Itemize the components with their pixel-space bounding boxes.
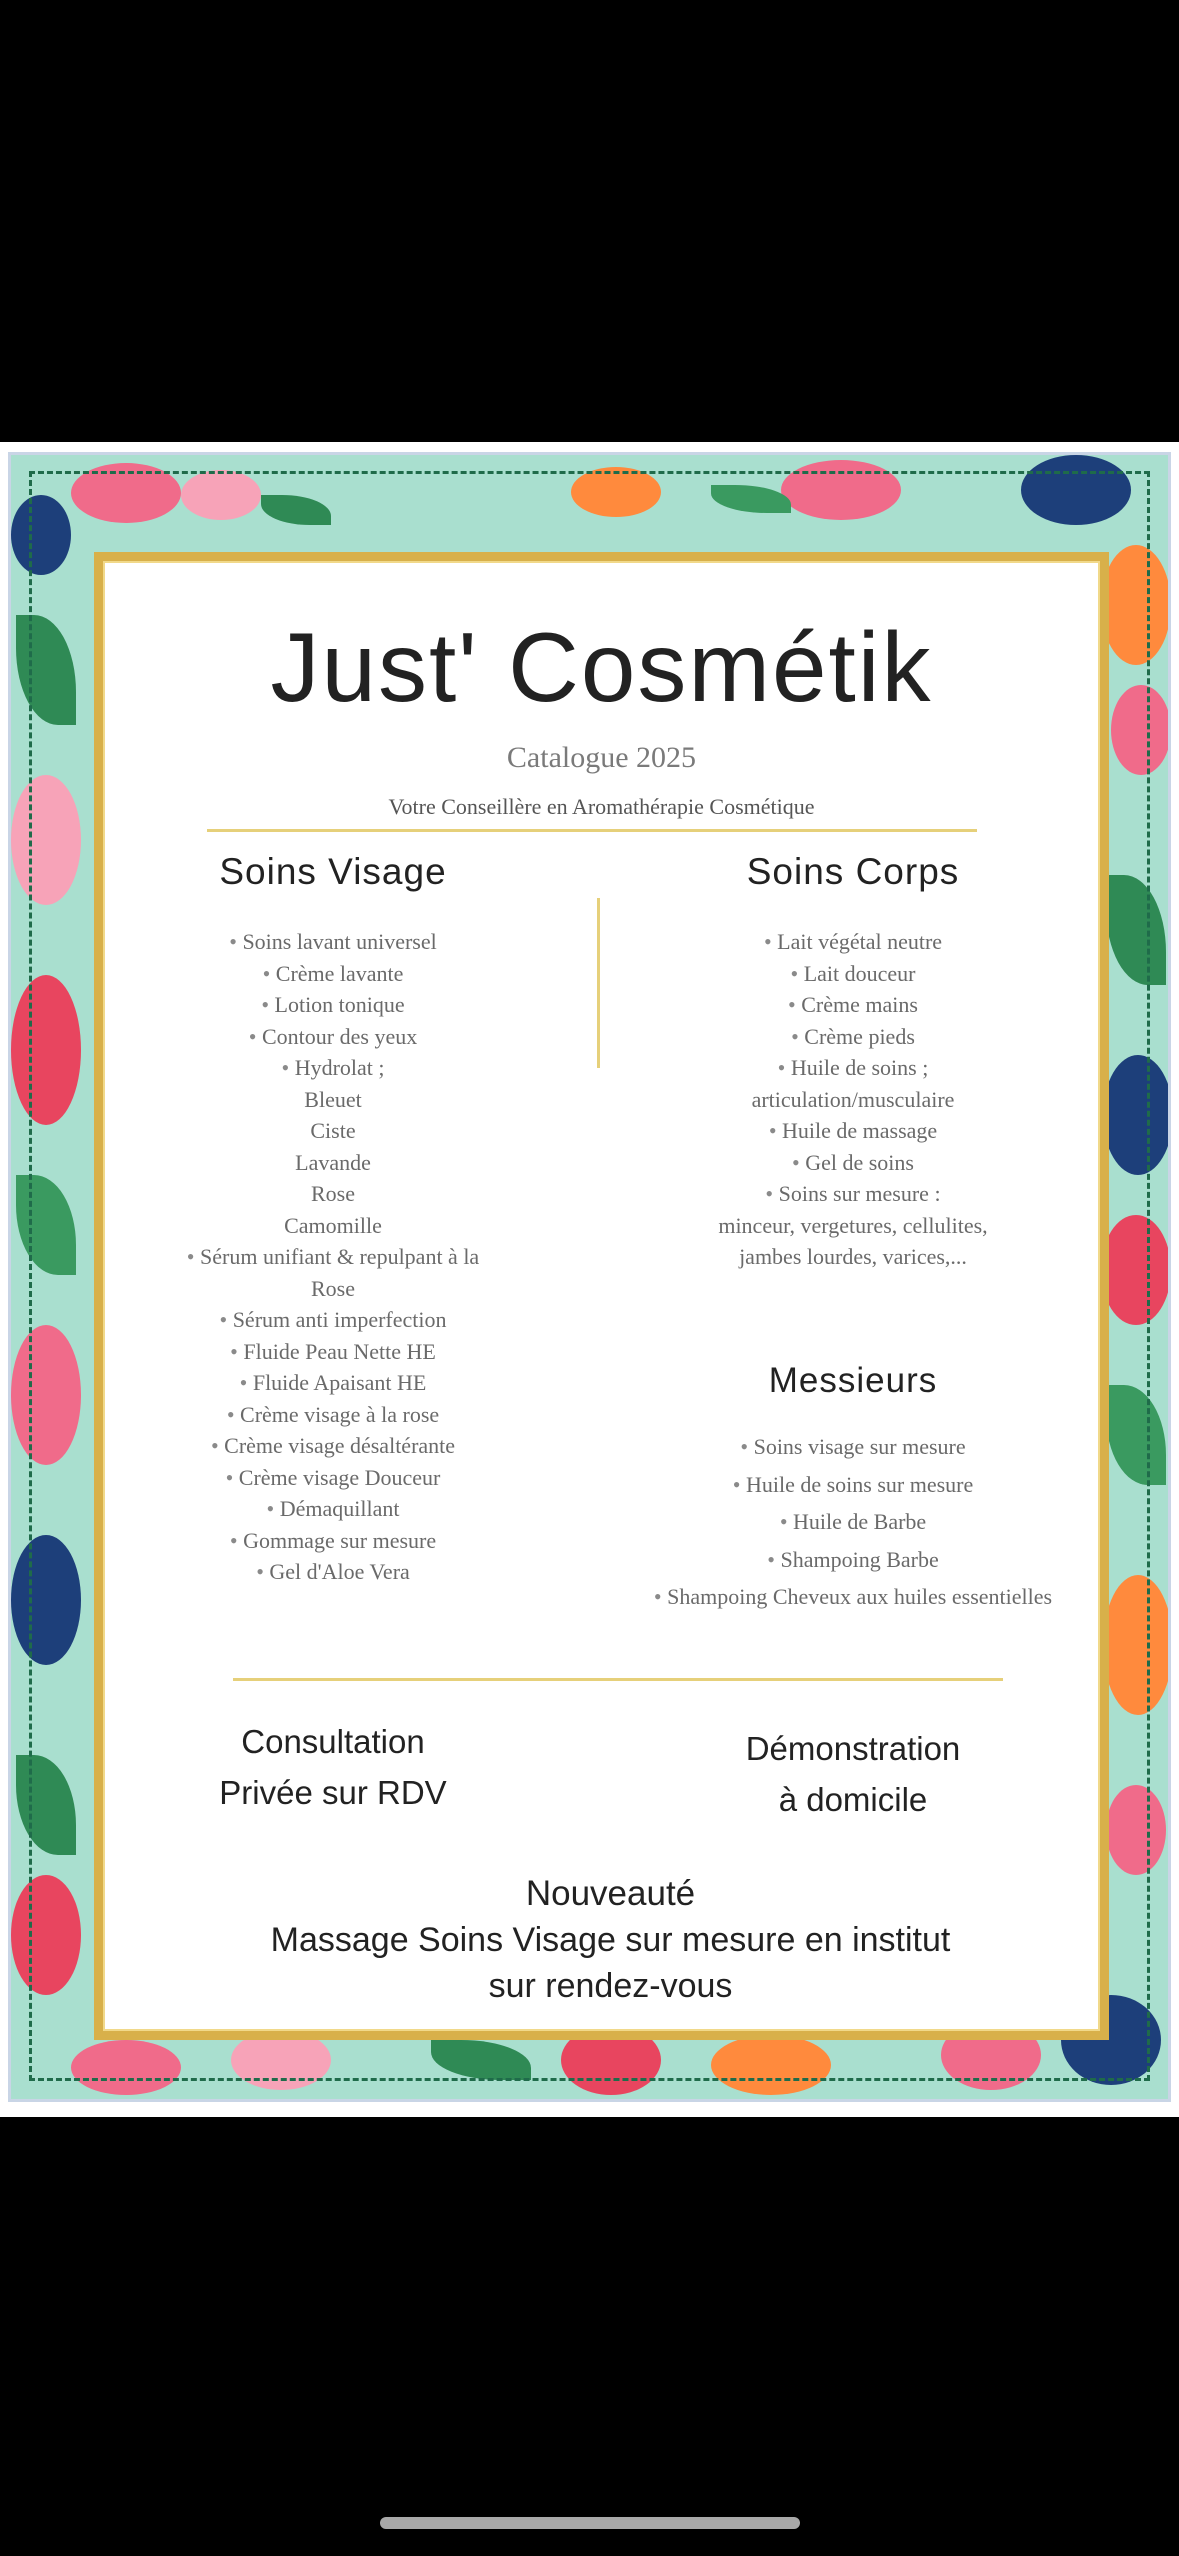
list-item: • Fluide Peau Nette HE: [133, 1336, 533, 1368]
consultation-line-2: Privée sur RDV: [219, 1774, 447, 1811]
leaf-decoration: [16, 615, 76, 725]
soins-visage-list: [133, 926, 533, 1588]
list-item: • Gel d'Aloe Vera: [133, 1556, 533, 1588]
list-item: • Crème visage à la rose: [133, 1399, 533, 1431]
nouveaute-heading: Nouveauté: [525, 1874, 696, 1913]
list-item: • Sérum unifiant & repulpant à la: [133, 1241, 533, 1273]
list-item: • Soins visage sur mesure: [583, 1431, 1123, 1463]
list-item: • Soins lavant universel: [133, 926, 533, 958]
list-item: • Gel de soins: [633, 1147, 1073, 1179]
section-title-soins-corps: Soins Corps: [746, 851, 960, 892]
list-item: • Shampoing Barbe: [583, 1544, 1123, 1576]
leaf-decoration: [431, 2040, 531, 2080]
list-item: • Fluide Apaisant HE: [133, 1367, 533, 1399]
list-item: • Huile de soins sur mesure: [583, 1469, 1123, 1501]
divider-top: [207, 829, 977, 832]
list-item: minceur, vergetures, cellulites,: [718, 1212, 988, 1238]
leaf-decoration: [711, 485, 791, 513]
list-item: Lavande: [295, 1149, 371, 1175]
divider-bottom: [233, 1678, 1003, 1681]
list-item: • Soins sur mesure :: [633, 1178, 1073, 1210]
flower-decoration: [1021, 455, 1131, 525]
flower-decoration: [11, 975, 81, 1125]
column-divider: [597, 898, 600, 1068]
flower-decoration: [1106, 1785, 1166, 1875]
flower-decoration: [1101, 1215, 1171, 1325]
list-item: • Gommage sur mesure: [133, 1525, 533, 1557]
nouveaute-block: [133, 1871, 1088, 2009]
list-item: • Huile de massage: [633, 1115, 1073, 1147]
home-indicator[interactable]: [380, 2517, 800, 2529]
demonstration-line-1: Démonstration: [745, 1730, 961, 1767]
flower-decoration: [781, 460, 901, 520]
flower-decoration: [181, 470, 261, 520]
list-item: • Crème visage Douceur: [133, 1462, 533, 1494]
list-item: Ciste: [310, 1118, 356, 1143]
list-item: • Lotion tonique: [133, 989, 533, 1021]
list-item: Rose: [311, 1181, 355, 1206]
list-item: • Crème visage désaltérante: [133, 1430, 533, 1462]
flower-decoration: [11, 495, 71, 575]
nouveaute-line-2: sur rendez-vous: [488, 1967, 733, 2005]
flower-decoration: [11, 1535, 81, 1665]
list-item: • Crème lavante: [133, 958, 533, 990]
list-item: • Huile de soins ;: [633, 1052, 1073, 1084]
floral-border: [8, 452, 1171, 2102]
list-item: jambes lourdes, varices,...: [739, 1244, 967, 1269]
flower-decoration: [71, 2040, 181, 2095]
leaf-decoration: [1106, 875, 1166, 985]
consultation-block: [153, 1716, 513, 1818]
section-title-soins-visage: Soins Visage: [219, 851, 447, 892]
demonstration-block: [633, 1723, 1073, 1825]
list-item: • Lait végétal neutre: [633, 926, 1073, 958]
section-title-messieurs: Messieurs: [768, 1361, 938, 1400]
list-item: Camomille: [284, 1212, 382, 1238]
leaf-decoration: [261, 495, 331, 525]
leaf-decoration: [16, 1175, 76, 1275]
leaf-decoration: [16, 1755, 76, 1855]
messieurs-list: [583, 1431, 1123, 1619]
flyer-photo: [0, 442, 1179, 2117]
list-item: Rose: [311, 1275, 355, 1301]
flower-decoration: [1101, 545, 1171, 665]
nouveaute-line-1: Massage Soins Visage sur mesure en institut: [270, 1921, 951, 1959]
list-item: • Huile de Barbe: [583, 1506, 1123, 1538]
flower-decoration: [1103, 1055, 1171, 1175]
list-item: • Sérum anti imperfection: [133, 1304, 533, 1336]
list-item: • Démaquillant: [133, 1493, 533, 1525]
list-item: • Hydrolat ;: [133, 1052, 533, 1084]
list-item: articulation/musculaire: [751, 1086, 955, 1112]
consultation-line-1: Consultation: [241, 1723, 425, 1760]
list-item: • Crème mains: [633, 989, 1073, 1021]
brand-title: Just' Cosmétik: [270, 612, 933, 722]
flower-decoration: [11, 1325, 81, 1465]
list-item: • Lait douceur: [633, 958, 1073, 990]
flower-decoration: [1111, 685, 1171, 775]
flower-decoration: [711, 2035, 831, 2095]
advisor-tagline: Votre Conseillère en Aromathérapie Cosmétique: [388, 794, 815, 819]
flower-decoration: [71, 463, 181, 523]
list-item: • Contour des yeux: [133, 1021, 533, 1053]
catalogue-subtitle: Catalogue 2025: [506, 741, 697, 774]
soins-corps-list: [633, 926, 1073, 1273]
list-item: • Crème pieds: [633, 1021, 1073, 1053]
catalogue-card: [94, 552, 1109, 2040]
demonstration-line-2: à domicile: [778, 1781, 928, 1818]
flower-decoration: [571, 467, 661, 517]
list-item: • Shampoing Cheveux aux huiles essentielles: [583, 1581, 1123, 1613]
list-item: Bleuet: [304, 1086, 362, 1112]
flower-decoration: [11, 1875, 81, 1995]
flower-decoration: [11, 775, 81, 905]
